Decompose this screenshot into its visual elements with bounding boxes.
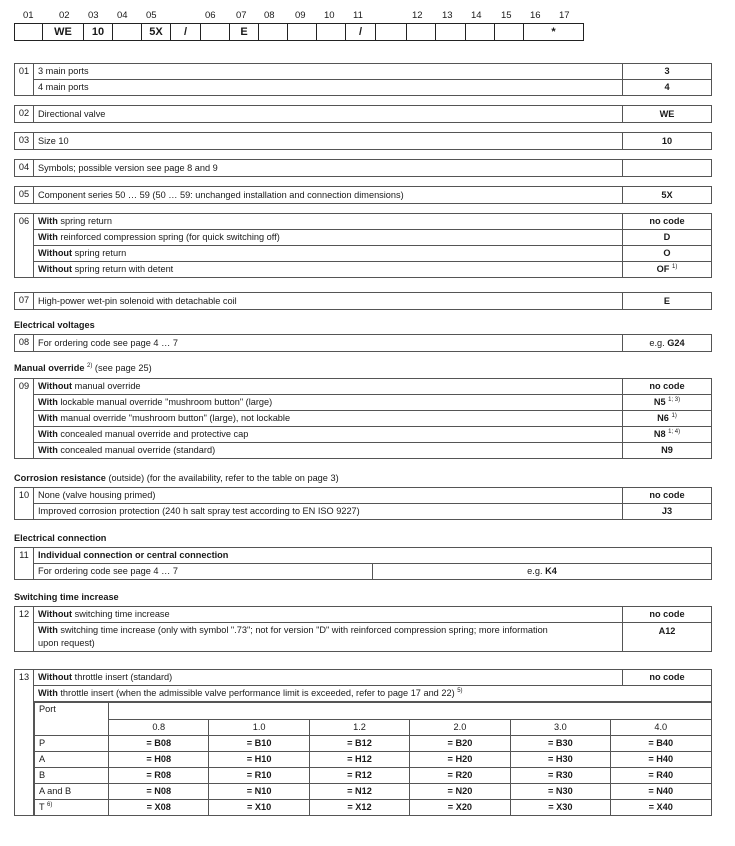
pos-number: 07 <box>236 10 247 21</box>
pos-number: 11 <box>353 10 363 21</box>
pos-number: 06 <box>205 10 216 21</box>
code-cell: 10 <box>84 23 113 41</box>
grid-row <box>35 783 712 799</box>
code-cell: 5X <box>142 23 171 41</box>
table-05 <box>14 186 712 204</box>
table-13 <box>14 669 712 816</box>
grid-cell: = B10 <box>209 735 309 751</box>
grid-cell: = B12 <box>309 735 409 751</box>
pos-number: 12 <box>412 10 423 21</box>
row-number: 09 <box>15 379 34 459</box>
option-text: Without switching time increase <box>34 607 623 623</box>
size-header: 3.0 <box>510 719 610 735</box>
option-code <box>623 160 712 177</box>
pos-number: 08 <box>264 10 275 21</box>
port-label: A <box>35 751 109 767</box>
option-text: Without throttle insert (standard) <box>34 670 623 686</box>
row-number: 05 <box>15 187 34 204</box>
grid-cell: = X30 <box>510 799 610 815</box>
size-header: 2.0 <box>410 719 510 735</box>
row-number: 11 <box>15 548 34 580</box>
section-title-corrosion-resistance: Corrosion resistance (outside) (for the availability, refer to the table on page 3) <box>14 473 339 483</box>
option-text: With concealed manual override (standard) <box>34 443 623 459</box>
section-title-switching-time: Switching time increase <box>14 592 119 602</box>
grid-cell: = N30 <box>510 783 610 799</box>
option-code: E <box>623 293 712 310</box>
pos-number: 05 <box>146 10 157 21</box>
option-code: e.g. K4 <box>373 564 712 580</box>
grid-cell: = N10 <box>209 783 309 799</box>
pos-number: 14 <box>471 10 482 21</box>
option-code: N6 $^{1)}$ <box>623 411 712 427</box>
port-header: Port <box>35 703 109 720</box>
code-cell <box>14 23 43 41</box>
section-title-electrical-voltages: Electrical voltages <box>14 320 95 330</box>
table-01 <box>14 63 712 96</box>
row-number: 12 <box>15 607 34 652</box>
grid-cell: = N12 <box>309 783 409 799</box>
option-text: Symbols; possible version see page 8 and 9 <box>34 160 623 177</box>
option-code: no code <box>623 379 712 395</box>
size-header: 1.0 <box>209 719 309 735</box>
grid-cell: = X08 <box>109 799 209 815</box>
option-text: Improved corrosion protection (240 h salt spray test according to EN ISO 9227) <box>34 504 623 520</box>
section-title-manual-override: Manual override $^{2)}$ (see page 25) <box>14 362 152 373</box>
table-06 <box>14 213 712 278</box>
option-code: J3 <box>623 504 712 520</box>
option-text: With throttle insert (when the admissible valve performance limit is exceeded, refer to page 17 and 22) $^{5)}$ <box>34 686 712 702</box>
grid-cell: = X20 <box>410 799 510 815</box>
row-number: 13 <box>15 670 34 816</box>
option-code: e.g. G24 <box>623 335 712 352</box>
size-header: 4.0 <box>611 719 711 735</box>
option-code: 10 <box>623 133 712 150</box>
row-number: 03 <box>15 133 34 150</box>
grid-cell: = N08 <box>109 783 209 799</box>
grid-cell: = B40 <box>611 735 711 751</box>
port-label: T $^{6)}$ <box>35 799 109 815</box>
option-code: O <box>623 246 712 262</box>
code-cell <box>201 23 230 41</box>
port-label: A and B <box>35 783 109 799</box>
code-cell: WE <box>43 23 84 41</box>
option-code: no code <box>623 607 712 623</box>
grid-cell: = R40 <box>611 767 711 783</box>
table-08 <box>14 334 712 352</box>
table-12 <box>14 606 712 652</box>
code-cell <box>288 23 317 41</box>
option-text: With switching time increase (only with symbol ".73"; not for version "D" with reinforced compression spring; more information upon request) <box>34 623 623 652</box>
pos-number: 01 <box>23 10 34 21</box>
pos-number: 10 <box>324 10 335 21</box>
code-cell <box>466 23 495 41</box>
option-text: With concealed manual override and protective cap <box>34 427 623 443</box>
option-code: D <box>623 230 712 246</box>
option-code: 4 <box>623 80 712 96</box>
option-text: Individual connection or central connection <box>34 548 712 564</box>
option-code: no code <box>623 670 712 686</box>
grid-cell: = R20 <box>410 767 510 783</box>
row-number: 02 <box>15 106 34 123</box>
grid-cell: = R30 <box>510 767 610 783</box>
option-text: With lockable manual override "mushroom button" (large) <box>34 395 623 411</box>
option-code: N5 $^{1; 3)}$ <box>623 395 712 411</box>
option-text: For ordering code see page 4 … 7 <box>34 335 623 352</box>
table-11 <box>14 547 712 580</box>
code-cell: E <box>230 23 259 41</box>
grid-cell: = H12 <box>309 751 409 767</box>
option-text: Without spring return <box>34 246 623 262</box>
table-10 <box>14 487 712 520</box>
option-text: Without manual override <box>34 379 623 395</box>
code-cell: / <box>171 23 201 41</box>
grid-cell: = B30 <box>510 735 610 751</box>
grid-cell: = H40 <box>611 751 711 767</box>
code-cell <box>317 23 346 41</box>
option-text: Size 10 <box>34 133 623 150</box>
option-text: With manual override "mushroom button" (large), not lockable <box>34 411 623 427</box>
table-04 <box>14 159 712 177</box>
grid-cell: = R08 <box>109 767 209 783</box>
option-code: 3 <box>623 64 712 80</box>
option-code: no code <box>623 214 712 230</box>
pos-number: 15 <box>501 10 512 21</box>
code-cell <box>495 23 524 41</box>
option-text: High-power wet-pin solenoid with detachable coil <box>34 293 623 310</box>
option-code: A12 <box>623 623 712 652</box>
row-number: 08 <box>15 335 34 352</box>
grid-cell: = X40 <box>611 799 711 815</box>
option-text: For ordering code see page 4 … 7 <box>34 564 373 580</box>
grid-cell: = R10 <box>209 767 309 783</box>
grid-row <box>35 799 712 815</box>
grid-cell: = B20 <box>410 735 510 751</box>
code-cell: * <box>524 23 584 41</box>
option-code: N8 $^{1; 4)}$ <box>623 427 712 443</box>
grid-cell: = X10 <box>209 799 309 815</box>
option-text: None (valve housing primed) <box>34 488 623 504</box>
table-02 <box>14 105 712 123</box>
grid-cell: = H08 <box>109 751 209 767</box>
grid-cell: = N40 <box>611 783 711 799</box>
grid-cell: = B08 <box>109 735 209 751</box>
option-code: 5X <box>623 187 712 204</box>
table-09 <box>14 378 712 459</box>
row-number: 06 <box>15 214 34 278</box>
grid-cell: = R12 <box>309 767 409 783</box>
code-cell <box>436 23 466 41</box>
pos-number: 02 <box>59 10 70 21</box>
option-text: Directional valve <box>34 106 623 123</box>
grid-cell: = N20 <box>410 783 510 799</box>
pos-number: 09 <box>295 10 306 21</box>
grid-cell: = H30 <box>510 751 610 767</box>
grid-row <box>35 751 712 767</box>
throttle-grid <box>34 702 712 816</box>
option-code: OF $^{1)}$ <box>623 262 712 278</box>
option-text: 4 main ports <box>34 80 623 96</box>
port-label: P <box>35 735 109 751</box>
grid-cell: = H10 <box>209 751 309 767</box>
pos-number: 16 <box>530 10 541 21</box>
section-title-electrical-connection: Electrical connection <box>14 533 107 543</box>
row-number: 07 <box>15 293 34 310</box>
code-cell <box>113 23 142 41</box>
option-text: 3 main ports <box>34 64 623 80</box>
row-number: 04 <box>15 160 34 177</box>
code-cell <box>376 23 407 41</box>
option-code: WE <box>623 106 712 123</box>
option-text: Component series 50 … 59 (50 … 59: unchanged installation and connection dimensions) <box>34 187 623 204</box>
code-cell <box>407 23 436 41</box>
pos-number: 03 <box>88 10 99 21</box>
option-text: With spring return <box>34 214 623 230</box>
grid-cell: = X12 <box>309 799 409 815</box>
row-number: 01 <box>15 64 34 96</box>
row-number: 10 <box>15 488 34 520</box>
pos-number: 04 <box>117 10 128 21</box>
table-03 <box>14 132 712 150</box>
option-text: With reinforced compression spring (for quick switching off) <box>34 230 623 246</box>
pos-number: 13 <box>442 10 453 21</box>
option-code: no code <box>623 488 712 504</box>
grid-row <box>35 767 712 783</box>
table-07 <box>14 292 712 310</box>
size-header: 1.2 <box>309 719 409 735</box>
size-header: 0.8 <box>109 719 209 735</box>
port-label: B <box>35 767 109 783</box>
grid-cell: = H20 <box>410 751 510 767</box>
option-code: N9 <box>623 443 712 459</box>
code-cell <box>259 23 288 41</box>
pos-number: 17 <box>559 10 570 21</box>
code-cell: / <box>346 23 376 41</box>
grid-row <box>35 735 712 751</box>
option-text: Without spring return with detent <box>34 262 623 278</box>
